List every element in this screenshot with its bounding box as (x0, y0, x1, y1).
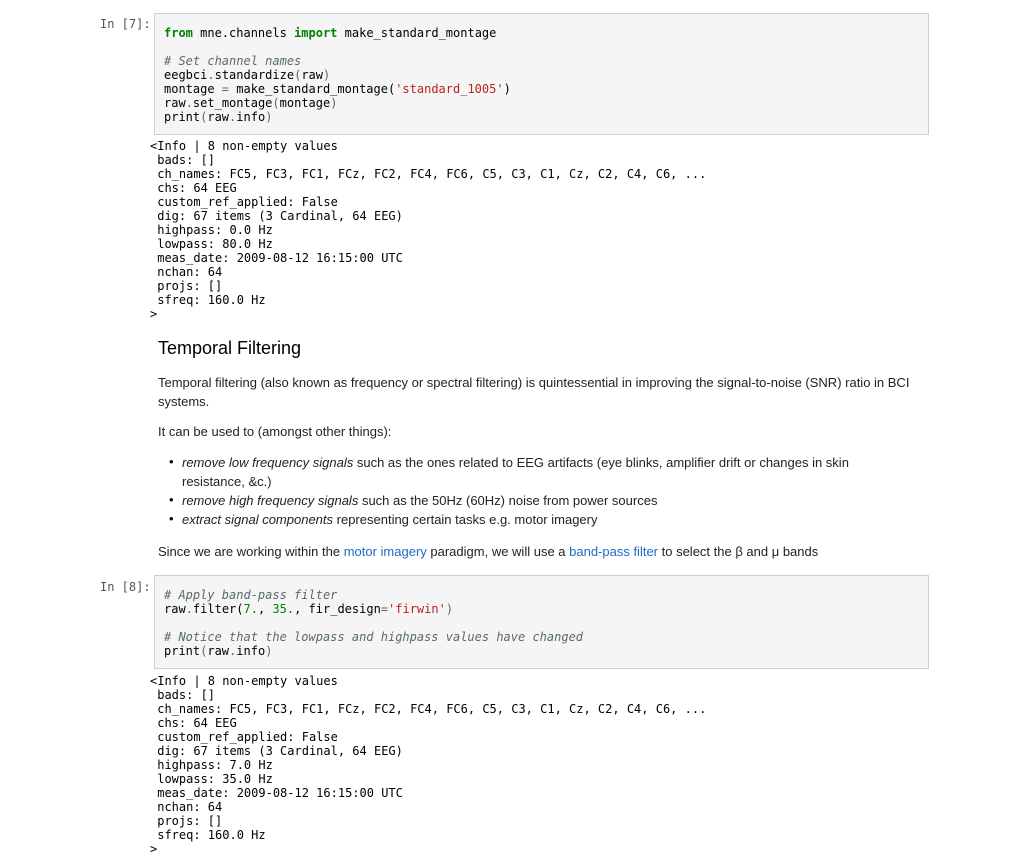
identifier: raw (207, 110, 230, 124)
list-item (182, 491, 902, 510)
output-line: meas_date: 2009-08-12 16:15:00 UTC (150, 786, 403, 800)
keyword: from (164, 26, 193, 40)
separator: , (257, 602, 273, 616)
section-heading: Temporal Filtering (158, 338, 302, 358)
operator: = (380, 602, 389, 616)
code-cell-7[interactable] (154, 13, 929, 135)
paren: ) (323, 68, 331, 82)
paragraph (158, 542, 918, 561)
paren: ) (503, 82, 511, 96)
emphasis: remove low frequency signals (182, 455, 354, 470)
operator: . (207, 68, 215, 82)
bullet-dot: • (169, 492, 174, 507)
paren: ) (330, 96, 338, 110)
identifier: raw (164, 602, 186, 616)
text: Since we are working within the (158, 544, 344, 559)
identifier: info (236, 110, 266, 124)
code-line (164, 26, 496, 40)
code-comment: # Set channel names (164, 54, 302, 68)
module-name: mne.channels (192, 26, 295, 40)
bullet-dot: • (169, 454, 174, 469)
output-line: chs: 64 EEG (150, 181, 237, 195)
paren: ( (294, 68, 302, 82)
identifier: standardize (214, 68, 295, 82)
code-line (164, 96, 337, 110)
paren: ) (445, 602, 454, 616)
identifier: make_standard_montage( (229, 82, 396, 96)
operator: = (221, 82, 230, 96)
band-pass-filter-link[interactable]: band-pass filter (569, 544, 659, 559)
identifier: eegbci (164, 68, 208, 82)
output-line: projs: [] (150, 279, 223, 293)
motor-imagery-link[interactable]: motor imagery (343, 544, 427, 559)
identifier: montage (279, 96, 331, 110)
identifier: raw (164, 96, 186, 110)
string-literal: 'standard_1005' (395, 82, 504, 96)
identifier: info (236, 644, 266, 658)
output-line: lowpass: 80.0 Hz (150, 237, 273, 251)
output-line: custom_ref_applied: False (150, 730, 338, 744)
paren: ) (265, 644, 273, 658)
string-literal: 'firwin' (388, 602, 446, 616)
output-line: highpass: 7.0 Hz (150, 758, 273, 772)
output-line: dig: 67 items (3 Cardinal, 64 EEG) (150, 209, 403, 223)
operator: . (185, 602, 193, 616)
number-literal: 35. (272, 602, 295, 616)
operator: . (185, 96, 193, 110)
code-comment: # Apply band-pass filter (164, 588, 338, 602)
output-line: sfreq: 160.0 Hz (150, 828, 266, 842)
builtin: print (164, 644, 201, 658)
identifier: make_standard_montage (337, 26, 497, 40)
keyword: import (294, 26, 338, 40)
emphasis: extract signal components (182, 512, 334, 527)
output-line: bads: [] (150, 153, 216, 167)
output-line: nchan: 64 (150, 800, 223, 814)
cell-8-prompt: In [8]: (100, 580, 151, 594)
output-line: lowpass: 35.0 Hz (150, 772, 273, 786)
number-literal: 7. (243, 602, 258, 616)
code-line (164, 68, 330, 82)
operator: . (229, 644, 237, 658)
list-item-text: such as the ones related to EEG artifacts (eye blinks, amplifier drift or changes in skin resistance, &c.) (182, 455, 849, 489)
identifier: montage (164, 82, 222, 96)
output-line: ch_names: FC5, FC3, FC1, FCz, FC2, FC4, FC6, C5, C3, C1, Cz, C2, C4, C6, ... (150, 702, 707, 716)
output-line: bads: [] (150, 688, 216, 702)
list-item-text: representing certain tasks e.g. motor imagery (333, 512, 598, 527)
paren: ) (265, 110, 273, 124)
output-line: sfreq: 160.0 Hz (150, 293, 266, 307)
code-line (164, 602, 453, 616)
list-item (182, 453, 902, 491)
text: paradigm, we will use a (426, 544, 570, 559)
output-line: meas_date: 2009-08-12 16:15:00 UTC (150, 251, 403, 265)
identifier: filter( (192, 602, 244, 616)
output-line: <Info | 8 non-empty values (150, 139, 338, 153)
paren: ( (200, 644, 208, 658)
identifier: raw (301, 68, 323, 82)
paren: ( (200, 110, 208, 124)
output-line: chs: 64 EEG (150, 716, 237, 730)
output-line: ch_names: FC5, FC3, FC1, FCz, FC2, FC4, FC6, C5, C3, C1, Cz, C2, C4, C6, ... (150, 167, 707, 181)
output-line: highpass: 0.0 Hz (150, 223, 273, 237)
emphasis: remove high frequency signals (182, 493, 359, 508)
builtin: print (164, 110, 201, 124)
code-line (164, 82, 511, 96)
code-comment: # Notice that the lowpass and highpass values have changed (164, 630, 584, 644)
cell-7-prompt: In [7]: (100, 17, 151, 31)
paren: ( (272, 96, 280, 110)
output-line: nchan: 64 (150, 265, 223, 279)
identifier: raw (207, 644, 230, 658)
list-item-text: such as the 50Hz (60Hz) noise from power sources (358, 493, 658, 508)
text: to select the β and μ bands (658, 544, 819, 559)
output-line: > (150, 307, 158, 321)
output-line: dig: 67 items (3 Cardinal, 64 EEG) (150, 744, 403, 758)
output-line: <Info | 8 non-empty values (150, 674, 338, 688)
list-item (182, 510, 902, 529)
output-line: > (150, 842, 158, 856)
code-cell-8[interactable] (154, 575, 929, 669)
bullet-dot: • (169, 511, 174, 526)
paragraph: It can be used to (amongst other things): (158, 424, 392, 439)
paragraph: Temporal filtering (also known as frequency or spectral filtering) is quintessential in improving the signal-to-noise (SNR) ratio in BCI systems. (158, 375, 910, 409)
identifier: , fir_design (294, 602, 381, 616)
identifier: set_montage (192, 96, 273, 110)
output-line: custom_ref_applied: False (150, 195, 338, 209)
operator: . (229, 110, 237, 124)
code-line (164, 110, 272, 124)
code-line (164, 644, 272, 658)
output-line: projs: [] (150, 814, 223, 828)
